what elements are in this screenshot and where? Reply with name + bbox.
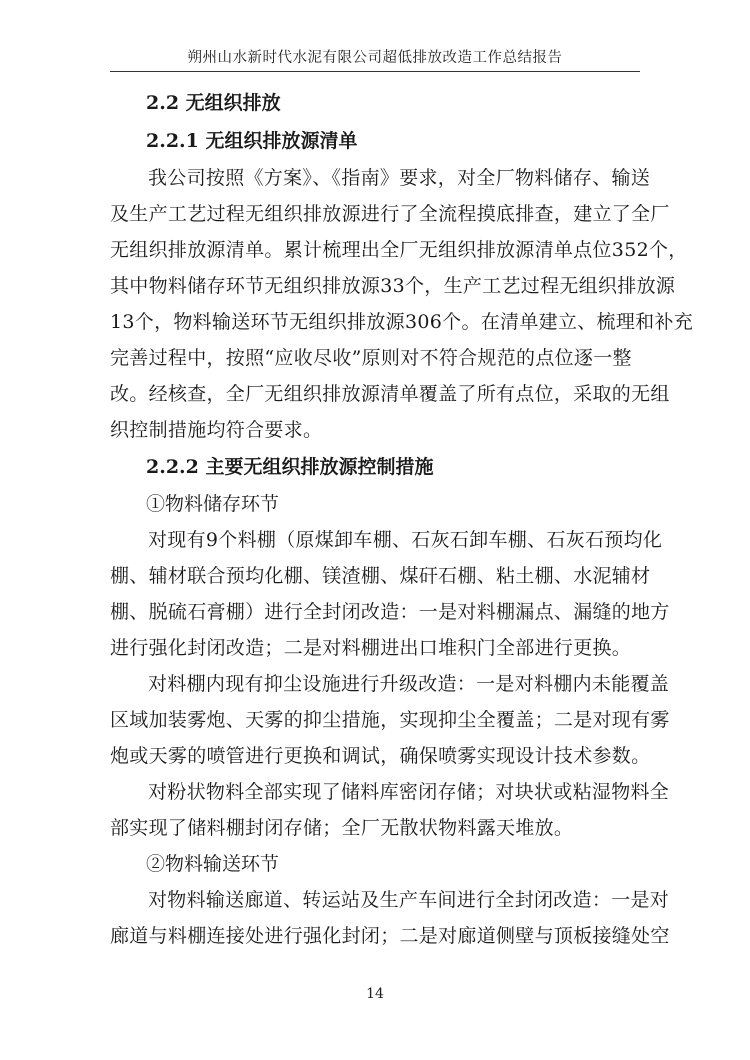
paragraph-line: 对料棚内现有抑尘设施进行升级改造：一是对料棚内未能覆盖 (148, 673, 670, 695)
paragraph-line: 对现有9个料棚（原煤卸车棚、石灰石卸车棚、石灰石预均化 (148, 529, 663, 551)
paragraph-line: 及生产工艺过程无组织排放源进行了全流程摸底排查，建立了全厂 (110, 203, 670, 225)
paragraph-line: 对粉状物料全部实现了储料库密闭存储；对块状或粘湿物料全 (148, 781, 670, 803)
paragraph-line: 区域加装雾炮、天雾的抑尘措施，实现抑尘全覆盖；二是对现有雾 (110, 709, 670, 731)
paragraph-line: 棚、脱硫石膏棚）进行全封闭改造：一是对料棚漏点、漏缝的地方 (110, 601, 670, 623)
running-header: 朔州山水新时代水泥有限公司超低排放改造工作总结报告 (187, 50, 563, 66)
paragraph-line: 无组织排放源清单。累计梳理出全厂无组织排放源清单点位352个， (110, 239, 688, 261)
item-label-storage: ①物料储存环节 (146, 493, 280, 515)
paragraph-line: 13个，物料输送环节无组织排放源306个。在清单建立、梳理和补充 (110, 311, 694, 333)
page-number: 14 (366, 986, 384, 1002)
paragraph-dust-suppression (110, 666, 670, 774)
paragraph-conveying-enclosure (110, 882, 670, 954)
paragraph-line: 织控制措施均符合要求。 (110, 419, 323, 441)
paragraph-line: 部实现了储料棚封闭存储；全厂无散状物料露天堆放。 (110, 817, 574, 839)
paragraph-line: 进行强化封闭改造；二是对料棚进出口堆积门全部进行更换。 (110, 637, 632, 659)
page-body (110, 84, 694, 954)
item-label-conveying: ②物料输送环节 (146, 853, 280, 875)
paragraph-line: 我公司按照《方案》、《指南》要求，对全厂物料储存、输送 (148, 167, 651, 189)
subsection-heading-1: 2.2.1 无组织排放源清单 (146, 130, 358, 152)
header-divider (110, 71, 640, 72)
paragraph-emission-inventory (110, 160, 694, 448)
paragraph-line: 改。经核查，全厂无组织排放源清单覆盖了所有点位，采取的无组 (110, 383, 670, 405)
paragraph-line: 廊道与料棚连接处进行强化封闭；二是对廊道侧壁与顶板接缝处空 (110, 925, 670, 947)
paragraph-line: 完善过程中，按照“应收尽收”原则对不符合规范的点位逐一整 (110, 347, 632, 369)
paragraph-shed-enclosure (110, 522, 670, 666)
paragraph-line: 炮或天雾的喷管进行更换和调试，确保喷雾实现设计技术参数。 (110, 745, 651, 767)
section-heading: 2.2 无组织排放 (146, 92, 281, 114)
paragraph-material-storage (110, 774, 670, 846)
paragraph-line: 对物料输送廊道、转运站及生产车间进行全封闭改造：一是对 (148, 889, 670, 911)
paragraph-line: 其中物料储存环节无组织排放源33个，生产工艺过程无组织排放源 (110, 275, 676, 297)
subsection-heading-2: 2.2.2 主要无组织排放源控制措施 (146, 456, 434, 478)
paragraph-line: 棚、辅材联合预均化棚、镁渣棚、煤矸石棚、粘土棚、水泥辅材 (110, 565, 651, 587)
